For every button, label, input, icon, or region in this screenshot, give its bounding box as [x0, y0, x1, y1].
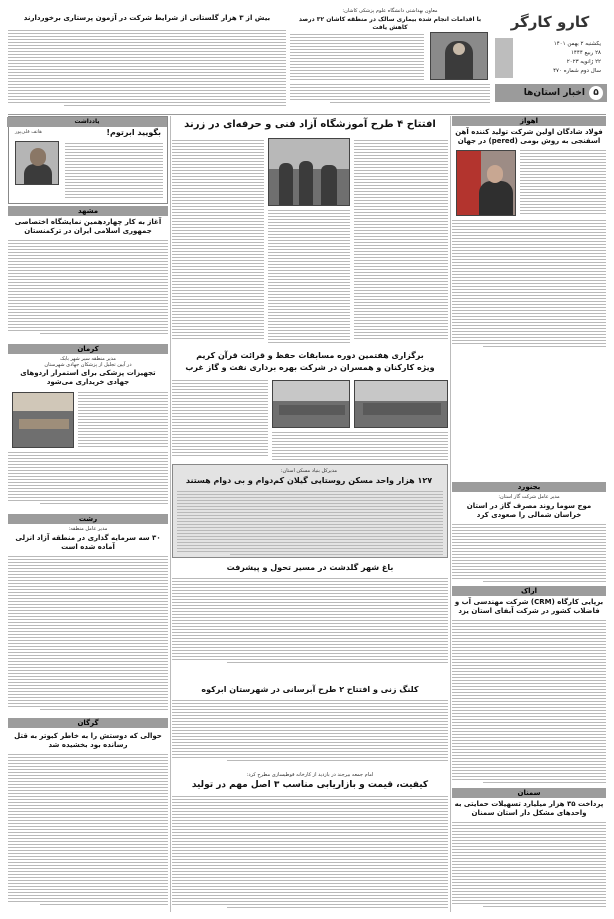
newspaper-logo: کارو کارگر — [510, 13, 590, 31]
quran-article — [172, 350, 448, 462]
section-arak: اراک — [452, 586, 606, 596]
column-divider — [450, 116, 451, 912]
ahvaz-article — [452, 126, 606, 352]
masthead-date-gregorian: ۲۲ ژانویه ۲۰۲۳ — [566, 59, 601, 65]
section-mashhad: مشهد — [8, 206, 168, 216]
section-gorgan: گرگان — [8, 718, 168, 728]
mashhad-article — [8, 216, 168, 344]
column-title: بگویید ابرتوم! — [106, 128, 161, 137]
column-divider — [170, 116, 171, 912]
article-kicker: مدیرکل بنیاد مسکن استان: — [280, 468, 338, 474]
article-headline: بیش از ۳ هزار گلستانی از شرایط شرکت در آزمون پرستاری برخوردارند — [23, 14, 271, 22]
article-kicker: مدیر منطقه سیر شهر بابک — [60, 356, 116, 362]
article-headline: با اقدامات انجام شده بیماری سالک در منطقه کاشان ۳۲ درصد کاهش یافت — [298, 16, 482, 31]
masthead-issue: سال دوم شماره ۴۷۰ — [553, 68, 601, 74]
gorgan-article — [8, 728, 168, 912]
article-headline: باغ شهر گلدشت در مسیر تحول و پیشرفت — [226, 563, 394, 572]
article-headline: حوالی که دوستش را به خاطر کبوتر به قتل رسانده بود بخشیده شد — [14, 732, 162, 749]
article-headline: آغاز به کار چهاردهمین نمایشگاه اختصاصی جمهوری اسلامی ایران در ترکمنستان — [14, 218, 162, 235]
article-headline: برپایی کارگاه (CRM) شرکت مهندسی آب و فاضلاب کشور در شرکت آبفای استان یزد — [454, 598, 604, 615]
section-kerman: کرمان — [8, 344, 168, 354]
quran-photo-2 — [354, 380, 448, 428]
main-photo — [268, 138, 350, 206]
main-headline: افتتاح ۴ طرح آموزشگاه آزاد فنی و حرفه‌ای در زرند — [184, 119, 436, 130]
arak-article — [452, 596, 606, 786]
golestan-article — [8, 8, 286, 114]
article-headline: فولاد شادگان اولین شرکت تولید کننده آهن اسفنجی به روش بومی (pered) در جهان — [455, 128, 603, 145]
article-kicker-2: در آیین تجلیل از پزشکان جهادی شهرستان — [44, 362, 132, 368]
abrkooh-article — [172, 684, 448, 770]
article-headline: ۱۲۷ هزار واحد مسکن روستایی گیلان کم‌دوام و بی دوام هستند — [185, 476, 433, 485]
kerman-article — [8, 354, 168, 510]
article-photo — [456, 150, 516, 216]
section-semnan: سمنان — [452, 788, 606, 798]
semnan-article — [452, 798, 606, 912]
quran-subheadline: ویژه کارکنان و همسران در شرکت بهره برداری نفت و گاز غرب — [185, 363, 435, 372]
article-photo — [430, 32, 488, 80]
gilan-article — [172, 464, 448, 558]
masthead-date-persian: یکشنبه ۲ بهمن ۱۴۰۱ — [553, 41, 601, 47]
masthead — [495, 8, 607, 114]
section-bojnurd: بجنورد — [452, 482, 606, 492]
article-headline: کیفیت، قیمت و بازاریابی مناسب ۳ اصل مهم در تولید — [191, 780, 429, 790]
author-photo — [15, 141, 59, 185]
article-headline: پرداخت ۳۵ هزار میلیارد تسهیلات حمایتی به واحدهای مشکل دار استان سمنان — [454, 800, 604, 817]
masthead-vertical-band — [495, 38, 513, 78]
birjand-article — [172, 772, 448, 912]
column-label: یادداشت — [7, 117, 167, 127]
article-kicker: مدیر عامل منطقه: — [68, 526, 108, 532]
kashan-article — [290, 8, 490, 114]
masthead-date-hijri: ۲۸ ربیع ۱۴۴۴ — [570, 50, 601, 56]
article-kicker: معاون بهداشتی دانشگاه علوم پزشکی کاشان: — [342, 8, 438, 14]
opinion-column — [8, 116, 168, 204]
bojnurd-article — [452, 492, 606, 586]
article-headline: ۳۰ سه سرمایه گذاری در منطقه آزاد انزلی آماده شده است — [15, 534, 161, 551]
rasht-article — [8, 524, 168, 716]
quran-headline: برگزاری هفتمین دوره مسابقات حفظ و قرائت قرآن کریم — [196, 351, 424, 360]
article-kicker: مدیر عامل شرکت گاز استان: — [498, 494, 560, 500]
column-author: هاتف قلی‌پور — [15, 129, 42, 135]
article-photo — [12, 392, 74, 448]
section-title: اخبار استان‌ها — [523, 88, 585, 98]
article-kicker: امام جمعه بیرجند در بازدید از کارخانه قوطیسازی مطرح کرد: — [246, 772, 374, 778]
main-article — [172, 116, 448, 348]
article-headline: تجهیزات پزشکی برای استمرار اردوهای جهادی خریداری می‌شود — [20, 369, 156, 386]
quran-photo-1 — [272, 380, 350, 428]
page-number: ۵ — [589, 86, 603, 100]
article-headline: کلنگ زنی و افتتاح ۲ طرح آبرسانی در شهرستان ابرکوه — [201, 685, 419, 694]
bagh-article — [172, 562, 448, 680]
section-rasht: رشت — [8, 514, 168, 524]
article-headline: موج سوما روند مصرف گاز در استان خراسان شمالی را صعودی کرد — [466, 502, 592, 519]
top-divider — [8, 114, 606, 115]
section-ahvaz: اهواز — [452, 116, 606, 126]
